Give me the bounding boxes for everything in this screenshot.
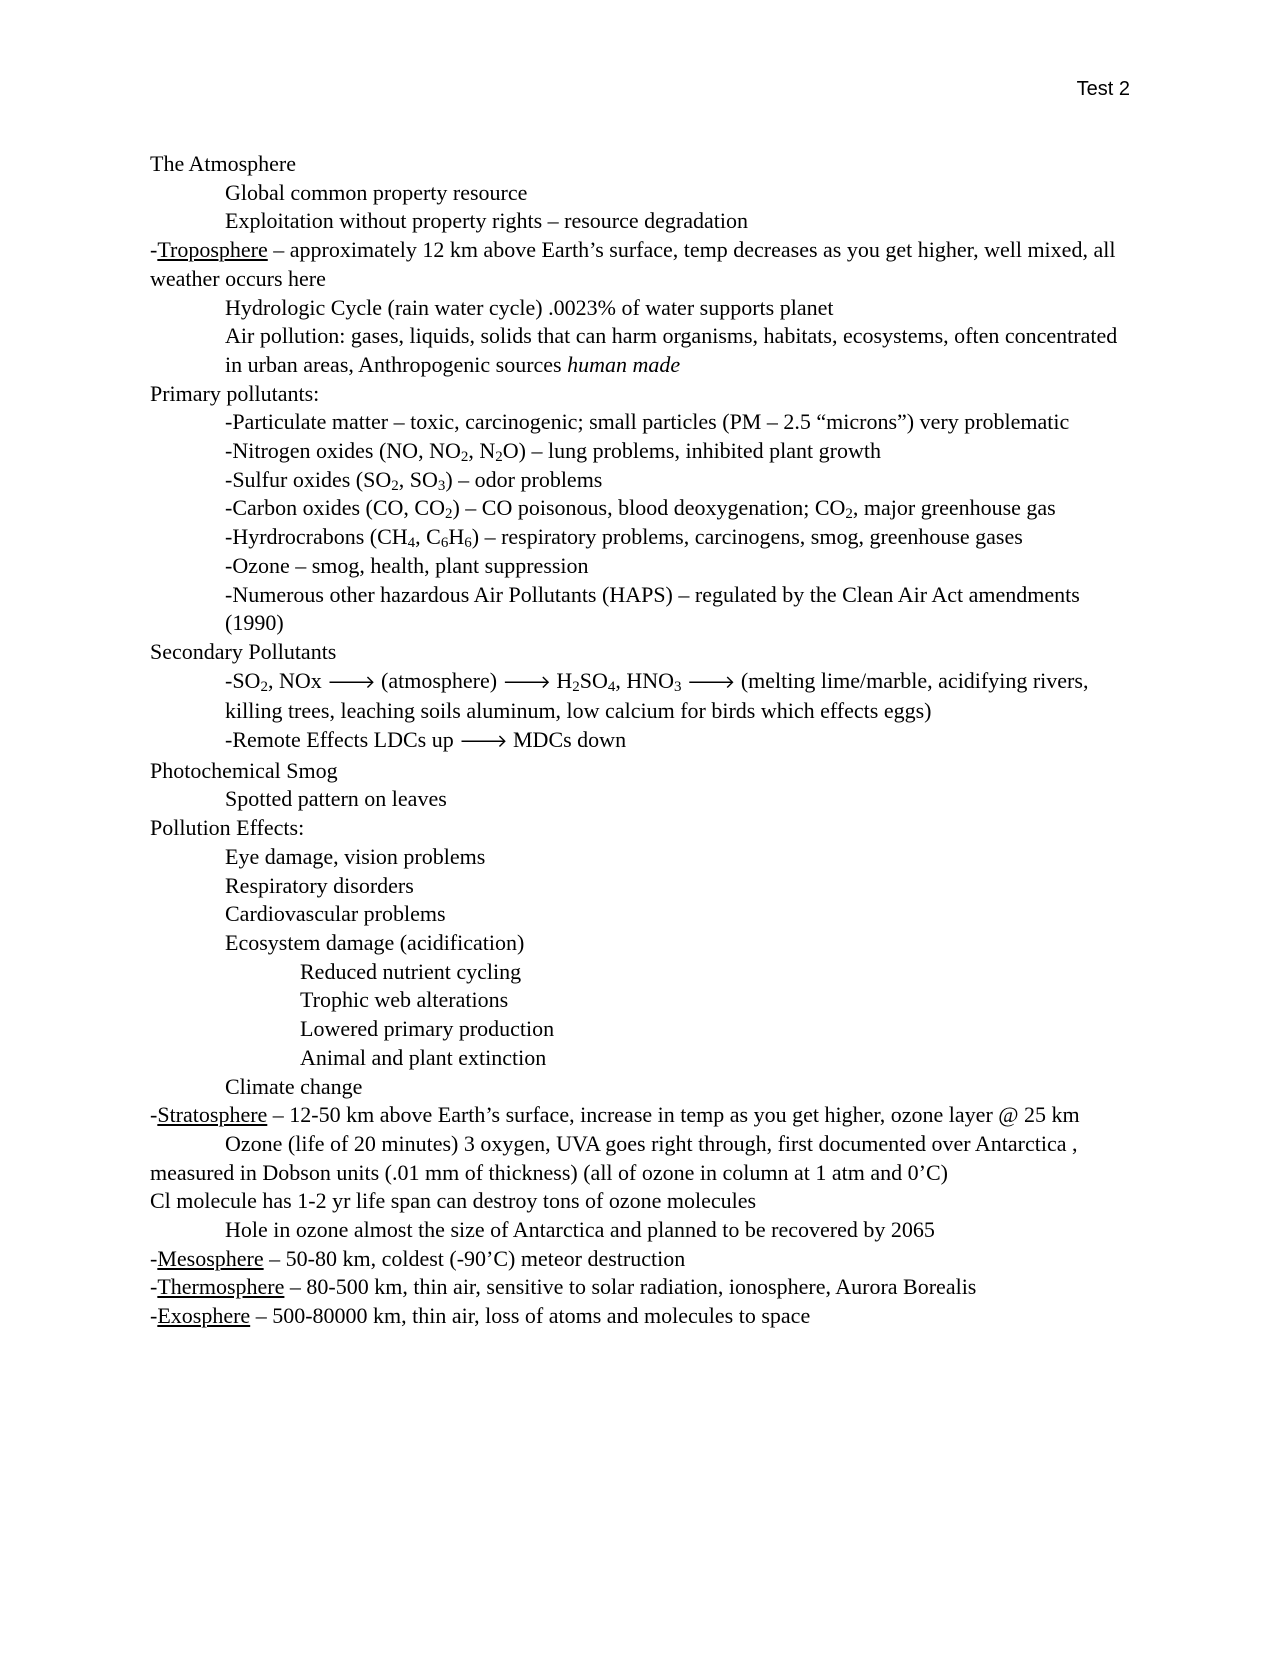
note-line: -Hyrdrocrabons ($CH_4$, $C_6H_6$) – respiratory problems, carcinogens, smog, greenhouse gases bbox=[225, 524, 1023, 552]
note-line: -Numerous other hazardous Air Pollutants (HAPS) – regulated by the Clean Air Act amendments (1990) bbox=[225, 581, 1080, 636]
note-line: Exploitation without property rights – resource degradation bbox=[225, 208, 748, 234]
section-title-atmosphere: The Atmosphere bbox=[150, 151, 297, 176]
note-line: -Remote Effects LDCs up 🡒 MDCs down bbox=[225, 727, 627, 753]
note-line: -Particulate matter – toxic, carcinogenic; small particles (PM – 2.5 “microns”) very problematic bbox=[225, 409, 1070, 435]
note-line: -Sulfur oxides ($SO_2$, $SO_3$) – odor problems bbox=[225, 466, 603, 494]
note-subline: Reduced nutrient cycling bbox=[300, 958, 522, 984]
note-subline: Lowered primary production bbox=[300, 1016, 555, 1042]
thermosphere-definition: -Thermosphere – 80-500 km, thin air, sensitive to solar radiation, ionosphere, Aurora Borealis bbox=[150, 1274, 977, 1300]
note-line: Air pollution: gases, liquids, solids that can harm organisms, habitats, ecosystems, often concentrated in urban areas, Anthropogenic sources human made bbox=[225, 323, 1118, 377]
section-title-effects: Pollution Effects: bbox=[150, 815, 305, 841]
note-line: $-SO_2$, NOx 🡒 (atmosphere) 🡒 $H_2SO_4$, $HNO_3$ 🡒 (melting lime/marble, acidifying rivers, killing trees, leaching soils aluminum, low calcium for birds which effects eggs) bbox=[225, 667, 1089, 724]
note-subline: Trophic web alterations bbox=[300, 987, 509, 1013]
note-subline: Animal and plant extinction bbox=[300, 1044, 547, 1070]
document-body bbox=[150, 150, 1130, 1331]
note-line: Cardiovascular problems bbox=[225, 901, 446, 927]
note-line: Hole in ozone almost the size of Antarctica and planned to be recovered by 2065 bbox=[225, 1217, 935, 1243]
emphasis-text: human made bbox=[567, 351, 681, 377]
note-line: Eye damage, vision problems bbox=[225, 843, 486, 869]
term-stratosphere: Stratosphere bbox=[157, 1102, 268, 1128]
note-line: Global common property resource bbox=[225, 179, 528, 205]
note-line: Ozone (life of 20 minutes) 3 oxygen, UVA goes right through, first documented over Antarctica , measured in Dobson units (.01 mm of thickness) (all of ozone in column at 1 atm and 0’C) bbox=[150, 1130, 1078, 1185]
note-line: Respiratory disorders bbox=[225, 872, 414, 898]
note-line: -Nitrogen oxides (NO, $NO_2$, $N_2O$) – lung problems, inhibited plant growth bbox=[225, 438, 881, 466]
note-line: -Carbon oxides (CO, $CO_2$) – CO poisonous, blood deoxygenation; $CO_2$, major greenhouse gas bbox=[225, 495, 1056, 523]
term-thermosphere: Thermosphere bbox=[157, 1274, 285, 1300]
term-troposphere: Troposphere bbox=[157, 237, 268, 263]
note-line: Cl molecule has 1-2 yr life span can destroy tons of ozone molecules bbox=[150, 1188, 757, 1214]
stratosphere-definition: -Stratosphere – 12-50 km above Earth’s surface, increase in temp as you get higher, ozone layer @ 25 km bbox=[150, 1102, 1080, 1128]
section-title-secondary: Secondary Pollutants bbox=[150, 638, 337, 664]
term-exosphere: Exosphere bbox=[157, 1303, 251, 1329]
term-mesosphere: Mesosphere bbox=[157, 1245, 264, 1271]
arrow-right-icon: 🡒 bbox=[687, 671, 736, 693]
arrow-right-icon: 🡒 bbox=[502, 671, 551, 693]
note-line: Hydrologic Cycle (rain water cycle) .0023% of water supports planet bbox=[225, 294, 834, 320]
section-title-primary: Primary pollutants: bbox=[150, 380, 320, 406]
arrow-right-icon: 🡒 bbox=[459, 731, 508, 753]
page-header-label: Test 2 bbox=[1076, 78, 1130, 100]
troposphere-definition: -Troposphere – approximately 12 km above Earth’s surface, temp decreases as you get higher, well mixed, all weather occurs here bbox=[150, 237, 1116, 291]
exosphere-definition: -Exosphere – 500-80000 km, thin air, loss of atoms and molecules to space bbox=[150, 1303, 811, 1329]
arrow-right-icon: 🡒 bbox=[327, 671, 376, 693]
note-line: Ecosystem damage (acidification) bbox=[225, 929, 525, 955]
note-line: Spotted pattern on leaves bbox=[225, 786, 447, 812]
mesosphere-definition: -Mesosphere – 50-80 km, coldest (-90’C) meteor destruction bbox=[150, 1245, 686, 1271]
section-title-smog: Photochemical Smog bbox=[150, 757, 338, 783]
note-line: Climate change bbox=[225, 1073, 363, 1099]
note-line: -Ozone – smog, health, plant suppression bbox=[225, 552, 589, 578]
